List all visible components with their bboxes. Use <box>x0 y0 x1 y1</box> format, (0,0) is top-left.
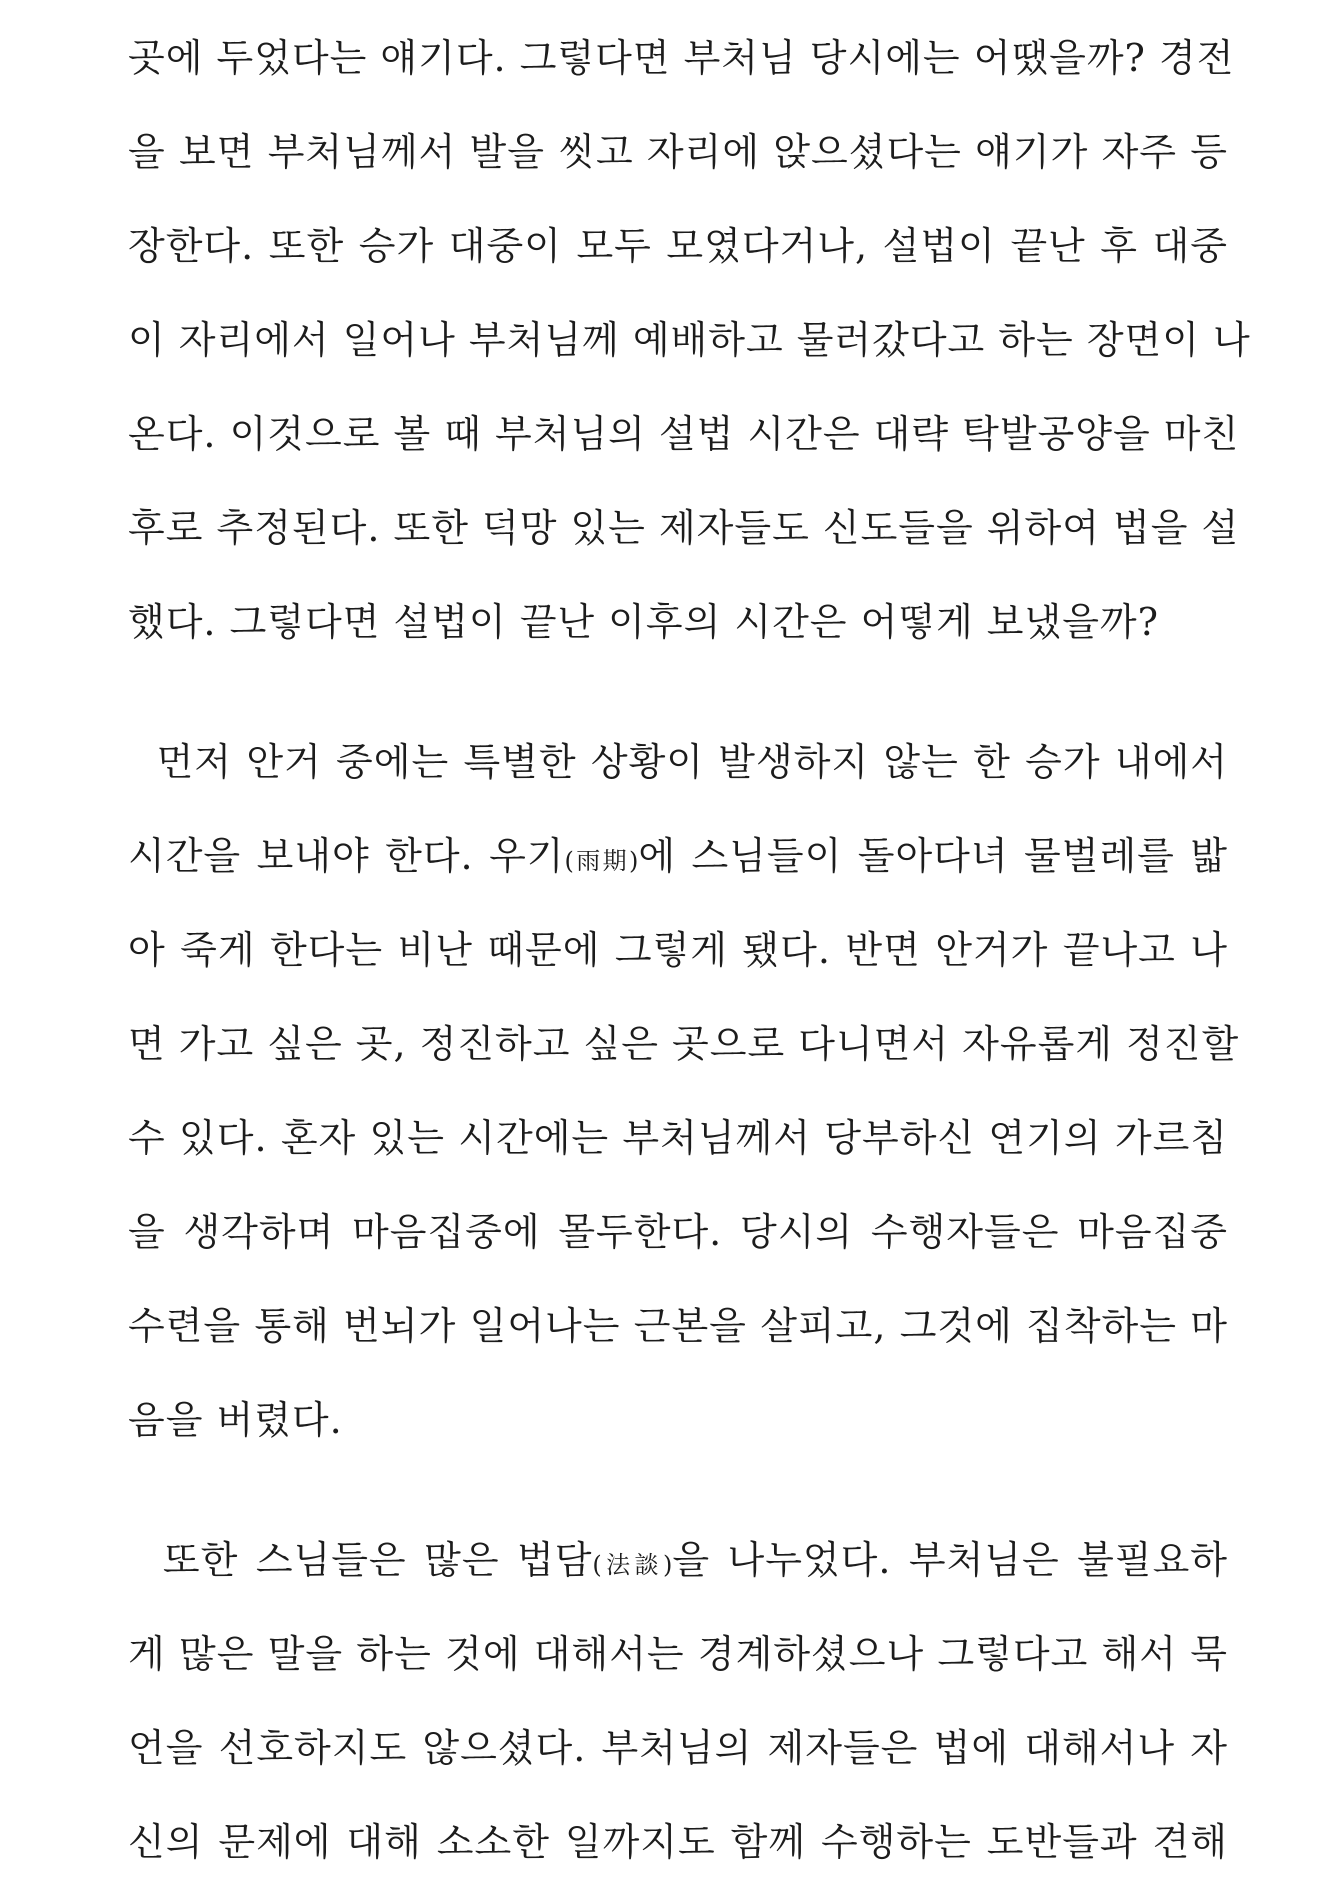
text-line: 면 가고 싶은 곳, 정진하고 싶은 곳으로 다니면서 자유롭게 정진할 <box>128 1022 1240 1066</box>
text-line: 을 생각하며 마음집중에 몰두한다. 당시의 수행자들은 마음집중 <box>128 1210 1228 1254</box>
text-segment: 시간을 보내야 한다. 우기 <box>128 834 565 878</box>
text-line: 곳에 두었다는 얘기다. 그렇다면 부처님 당시에는 어땠을까? 경전 <box>128 36 1235 80</box>
paragraph-2 <box>128 715 1240 1467</box>
hanja-annotation: (雨期) <box>564 847 639 875</box>
text-line: 신의 문제에 대해 소소한 일까지도 함께 수행하는 도반들과 견해 <box>128 1820 1228 1864</box>
text-line: 게 많은 말을 하는 것에 대해서는 경계하셨으나 그렇다고 해서 묵 <box>128 1632 1228 1676</box>
text-line: 온다. 이것으로 볼 때 부처님의 설법 시간은 대략 탁발공양을 마친 <box>128 412 1240 456</box>
text-line: 음을 버렸다. <box>128 1398 343 1442</box>
text-line <box>128 809 1228 903</box>
text-line: 장한다. 또한 승가 대중이 모두 모였다거나, 설법이 끝난 후 대중 <box>128 224 1228 268</box>
text-line: 이 자리에서 일어나 부처님께 예배하고 물러갔다고 하는 장면이 나 <box>128 318 1251 362</box>
text-line: 후로 추정된다. 또한 덕망 있는 제자들도 신도들을 위하여 법을 설 <box>128 506 1240 550</box>
text-segment: 을 나누었다. 부처님은 불필요하 <box>672 1538 1228 1582</box>
text-segment: 에 스님들이 돌아다녀 물벌레를 밟 <box>638 834 1229 878</box>
hanja-annotation: (法談) <box>592 1551 673 1579</box>
text-line: 수련을 통해 번뇌가 일어나는 근본을 살피고, 그것에 집착하는 마 <box>128 1304 1228 1348</box>
text-line <box>128 1513 1228 1607</box>
text-line: 수 있다. 혼자 있는 시간에는 부처님께서 당부하신 연기의 가르침 <box>128 1116 1228 1160</box>
text-segment: 또한 스님들은 많은 법담 <box>128 1538 593 1582</box>
text-line: 을 보면 부처님께서 발을 씻고 자리에 앉으셨다는 얘기가 자주 등 <box>128 130 1228 174</box>
text-line: 언을 선호하지도 않으셨다. 부처님의 제자들은 법에 대해서나 자 <box>128 1726 1228 1770</box>
paragraph-1 <box>128 11 1251 669</box>
text-line: 아 죽게 한다는 비난 때문에 그렇게 됐다. 반면 안거가 끝나고 나 <box>128 928 1228 972</box>
text-line: 했다. 그렇다면 설법이 끝난 이후의 시간은 어떻게 보냈을까? <box>128 600 1160 644</box>
text-line: 먼저 안거 중에는 특별한 상황이 발생하지 않는 한 승가 내에서 <box>128 740 1228 784</box>
paragraph-3 <box>128 1513 1228 1889</box>
